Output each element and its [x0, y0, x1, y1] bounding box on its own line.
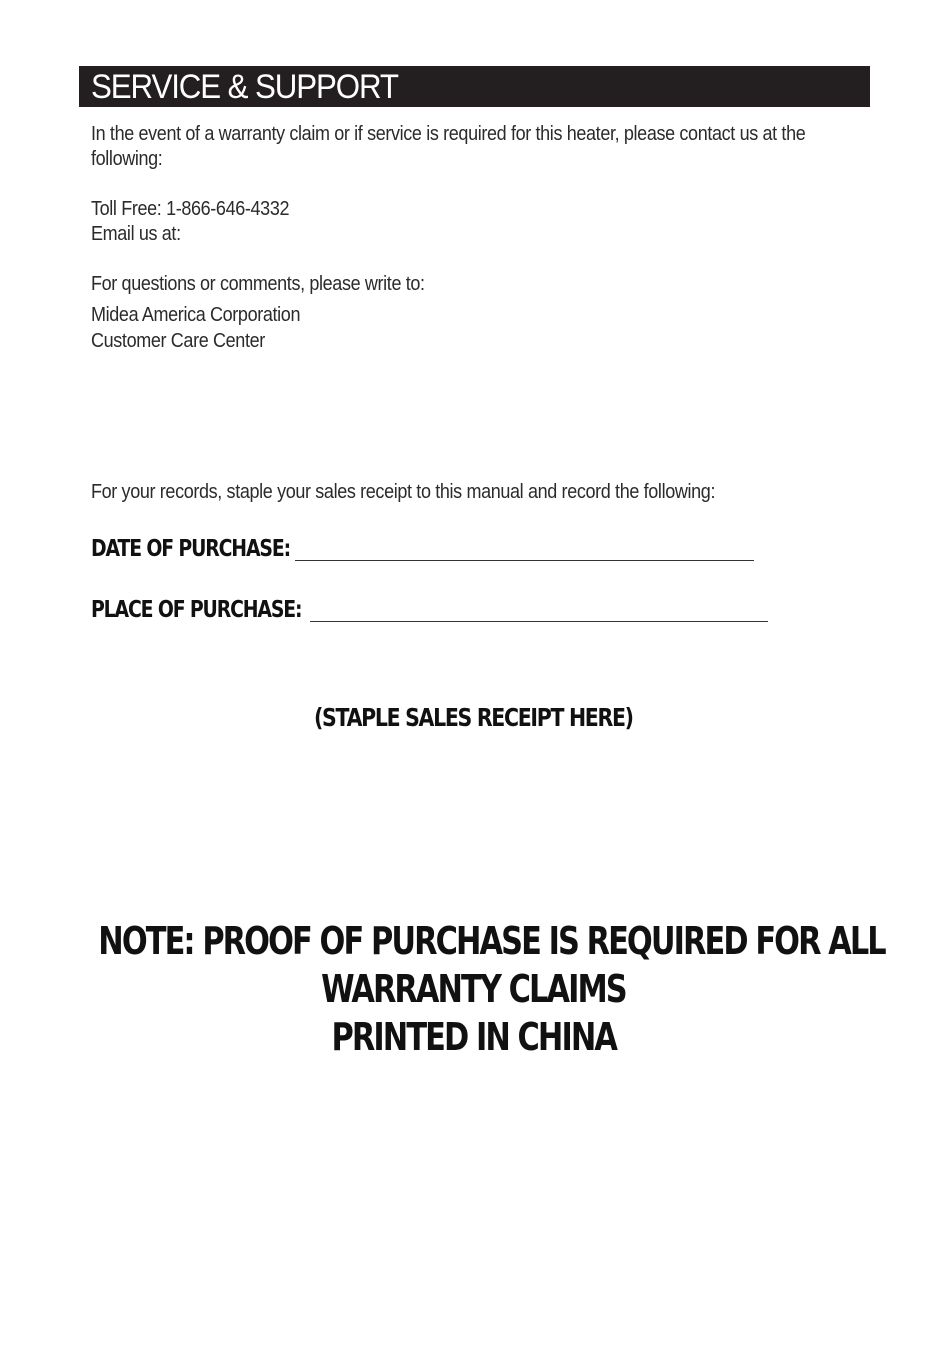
printed-in-label: PRINTED IN CHINA — [331, 1015, 616, 1059]
note-line-1: NOTE: PROOF OF PURCHASE IS REQUIRED FOR ALL — [98, 919, 885, 963]
proof-of-purchase-note — [0, 917, 947, 1061]
toll-free-number: Toll Free: 1-866-646-4332 — [91, 198, 290, 220]
email-label: Email us at: — [91, 223, 181, 245]
department-name: Customer Care Center — [91, 330, 265, 352]
company-name: Midea America Corporation — [91, 304, 301, 326]
warranty-intro-line-2: following: — [91, 148, 163, 170]
warranty-intro-text — [91, 122, 805, 172]
staple-receipt-area — [0, 703, 947, 733]
section-title: SERVICE & SUPPORT — [91, 68, 398, 106]
section-header-bar — [79, 66, 870, 107]
staple-receipt-label: (STAPLE SALES RECEIPT HERE) — [314, 703, 633, 732]
date-of-purchase-line — [295, 560, 754, 561]
place-of-purchase-line — [310, 621, 768, 622]
place-of-purchase-label: PLACE OF PURCHASE: — [91, 597, 302, 623]
warranty-intro-line-1: In the event of a warranty claim or if service is required for this heater, please contact us at the — [91, 123, 806, 145]
records-instruction: For your records, staple your sales receipt to this manual and record the following: — [91, 481, 716, 503]
questions-text: For questions or comments, please write to: — [91, 273, 425, 295]
date-of-purchase-label: DATE OF PURCHASE: — [91, 536, 290, 562]
note-line-2: WARRANTY CLAIMS — [321, 967, 626, 1011]
